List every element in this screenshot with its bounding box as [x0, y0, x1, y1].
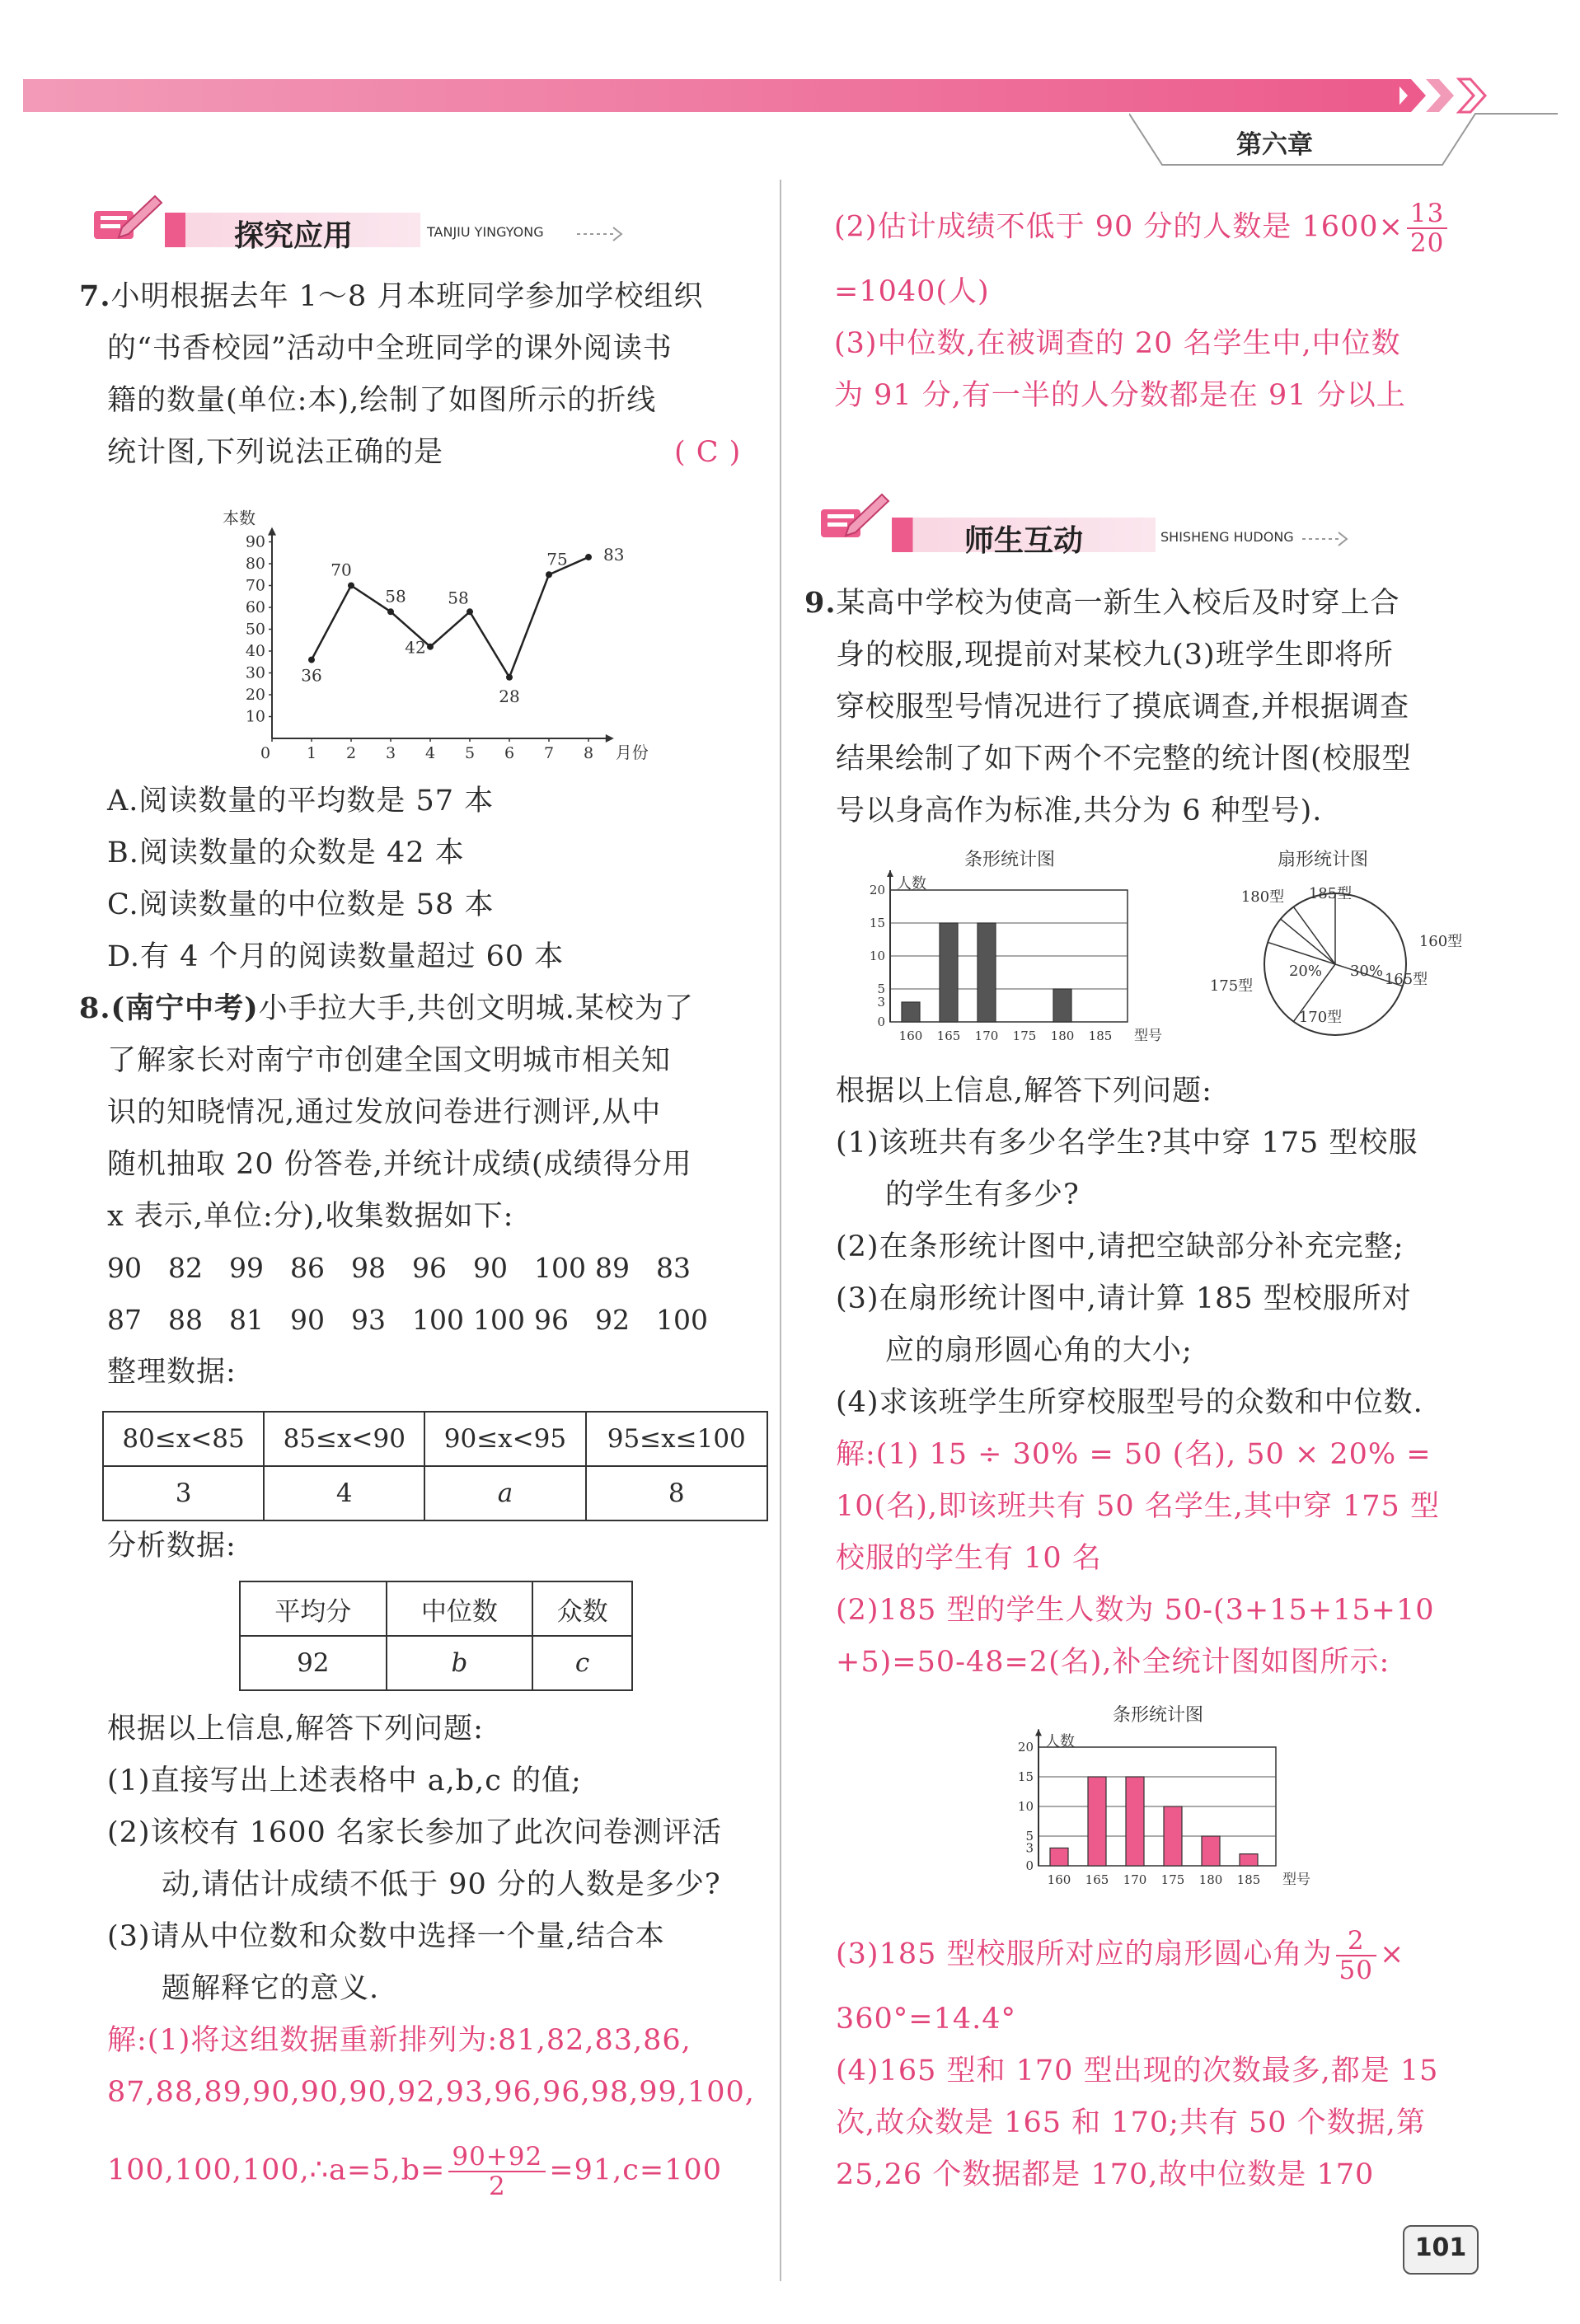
completed-bar-chart [1014, 1704, 1343, 1894]
pencil-icon [816, 490, 890, 547]
x-tick-label: 0 [260, 744, 271, 762]
bar [1050, 1848, 1068, 1866]
data-value: 99 [229, 1252, 264, 1284]
q9-solution-2: 10(名),即该班共有 50 名学生,其中穿 175 型 [836, 1490, 1440, 1523]
table-cell: a [424, 1466, 585, 1520]
y-tick-label: 5 [1025, 1829, 1034, 1844]
q8-solution-1: 解:(1)将这组数据重新排列为:81,82,83,86, [107, 2024, 692, 2057]
data-value: 100 [534, 1252, 586, 1284]
y-tick-label: 20 [245, 686, 265, 704]
x-tick-label: 5 [464, 744, 476, 762]
x-tick-label: 4 [424, 744, 436, 762]
table-cell: b [387, 1636, 533, 1690]
section-subtitle-interact: SHISHENG HUDONG [1160, 529, 1294, 545]
q9-solution-1: 解:(1) 15 ÷ 30% = 50 (名), 50 × 20% = [836, 1438, 1432, 1471]
data-value: 100 [412, 1304, 464, 1336]
pie-category-label: 170型 [1298, 1009, 1343, 1026]
data-value: 81 [229, 1304, 264, 1336]
x-tick-label: 185 [1236, 1872, 1261, 1887]
q9-number: 9. [804, 586, 837, 620]
data-value: 86 [290, 1252, 325, 1284]
q9-solution-6-text: (3)185 型校服所对应的扇形圆心角为 [836, 1937, 1333, 1971]
q8-question-2b: 动,请估计成绩不低于 90 分的人数是多少? [162, 1868, 721, 1901]
x-tick-label: 175 [1160, 1872, 1185, 1887]
fraction-numerator: 2 [1336, 1927, 1376, 1956]
x-tick-label: 180 [1050, 1028, 1075, 1043]
q9-solution-9: 次,故众数是 165 和 170;共有 50 个数据,第 [836, 2106, 1426, 2139]
q9-text [804, 587, 1400, 620]
q8-analyze-label: 分析数据: [107, 1530, 237, 1563]
data-value: 83 [656, 1252, 691, 1284]
table-cell: 中位数 [387, 1581, 533, 1636]
q8-data-row-2 [107, 1304, 750, 1337]
data-point [466, 608, 473, 615]
data-label: 58 [448, 588, 469, 608]
table-cell: 3 [103, 1466, 264, 1520]
pie-percent-label: 30% [1349, 963, 1384, 980]
arrow-icon [577, 224, 626, 244]
data-point [427, 644, 434, 650]
table-cell: c [532, 1636, 632, 1690]
data-point [585, 554, 592, 560]
column-divider [780, 180, 781, 2281]
section-title-interact: 师生互动 [964, 524, 1084, 558]
table-cell: 80≤x<85 [103, 1412, 264, 1466]
x-tick-label: 7 [543, 744, 555, 762]
data-label: 28 [499, 686, 520, 706]
pie-percent-label: 20% [1288, 963, 1323, 980]
y-tick-label: 20 [869, 883, 885, 897]
y-tick-label: 0 [877, 1014, 885, 1029]
q8-number: 8. [79, 991, 111, 1025]
q8-question-3b: 题解释它的意义. [162, 1972, 380, 2005]
chapter-label: 第六章 [1236, 130, 1313, 160]
q8-solution-6: (3)中位数,在被调查的 20 名学生中,中位数 [834, 327, 1401, 360]
q8-line-5: x 表示,单位:分),收集数据如下: [107, 1200, 514, 1233]
q8-solution-5: =1040(人) [834, 275, 990, 308]
x-axis-label: 月份 [615, 743, 649, 762]
q8-source: (南宁中考) [110, 991, 259, 1025]
q7-option-c[interactable]: C.阅读数量的中位数是 58 本 [107, 888, 495, 921]
q8-solution-3-text: 100,100,100,∴a=5,b= [107, 2153, 446, 2187]
q7-answer: ( C ) [674, 436, 742, 469]
data-value: 90 [290, 1304, 325, 1336]
chapter-tab-outline [1129, 112, 1558, 170]
data-value: 96 [412, 1252, 447, 1284]
table-cell: 90≤x<95 [424, 1412, 585, 1466]
x-tick-label: 2 [345, 744, 357, 762]
arrow-icon [1302, 529, 1352, 549]
table-cell: 95≤x≤100 [586, 1412, 767, 1466]
q8-data-row-1 [107, 1252, 750, 1285]
header-band [23, 79, 1399, 112]
bar [1240, 1854, 1258, 1866]
q7-text [79, 280, 703, 313]
q9-solution-7: 360°=14.4° [836, 2003, 1017, 2036]
uniform-bar-chart [865, 849, 1195, 1047]
x-tick-label: 6 [504, 744, 515, 762]
bar [1053, 989, 1071, 1022]
y-tick-label: 3 [1025, 1840, 1034, 1856]
fraction-denominator: 20 [1409, 228, 1445, 258]
table-cell: 4 [264, 1466, 424, 1520]
data-value: 100 [656, 1304, 708, 1336]
q9-prompt: 根据以上信息,解答下列问题: [836, 1075, 1212, 1108]
y-tick-label: 0 [1025, 1858, 1034, 1873]
x-tick-label: 175 [1012, 1028, 1037, 1043]
y-tick-label: 90 [245, 532, 265, 551]
fraction-denominator: 2 [488, 2172, 506, 2201]
uniform-pie-chart [1203, 849, 1475, 1055]
angle-fraction [1336, 1927, 1376, 1984]
q7-line-4: 统计图,下列说法正确的是 [107, 436, 444, 469]
q9-question-3b: 应的扇形圆心角的大小; [885, 1334, 1193, 1367]
q9-line-3: 穿校服型号情况进行了摸底调查,并根据调查 [836, 691, 1410, 724]
x-tick-label: 160 [898, 1028, 923, 1043]
median-fraction [448, 2143, 546, 2200]
times-sign: × [1379, 1937, 1405, 1971]
table-cell: 8 [586, 1466, 767, 1520]
q8-stats-table [239, 1581, 633, 1691]
page-number: 101 [1414, 2233, 1467, 2262]
x-axis-arrow [606, 734, 614, 743]
bar [1088, 1777, 1106, 1866]
chart-title: 条形统计图 [1113, 1705, 1204, 1726]
fraction-numerator: 90+92 [448, 2143, 546, 2172]
chart-title: 条形统计图 [964, 850, 1056, 870]
data-value: 92 [595, 1304, 630, 1336]
data-label: 70 [331, 560, 352, 580]
q8-prompt: 根据以上信息,解答下列问题: [107, 1713, 484, 1745]
x-tick-label: 185 [1088, 1028, 1113, 1043]
q8-text [79, 992, 694, 1025]
q8-question-3: (3)请从中位数和众数中选择一个量,结合本 [107, 1920, 665, 1953]
y-axis-label: 本数 [223, 508, 256, 528]
pie-category-label: 165型 [1384, 971, 1428, 988]
q9-solution-4: (2)185 型的学生人数为 50-(3+15+15+10 [836, 1594, 1435, 1627]
chart-title: 扇形统计图 [1278, 850, 1369, 870]
y-tick-label: 15 [869, 916, 885, 930]
q9-solution-3: 校服的学生有 10 名 [836, 1542, 1102, 1575]
q7-option-d[interactable]: D.有 4 个月的阅读数量超过 60 本 [107, 940, 565, 973]
q8-solution-7: 为 91 分,有一半的人分数都是在 91 分以上 [834, 379, 1406, 412]
y-tick-label: 10 [869, 949, 885, 963]
q9-solution-8: (4)165 型和 170 型出现的次数最多,都是 15 [836, 2055, 1439, 2087]
fraction-numerator: 13 [1407, 199, 1447, 229]
q8-solution-2: 87,88,89,90,90,90,92,93,96,96,98,99,100, [107, 2076, 755, 2109]
y-tick-label: 40 [245, 642, 265, 660]
q9-question-1: (1)该班共有多少名学生?其中穿 175 型校服 [836, 1127, 1418, 1160]
y-axis-label: 人数 [1045, 1732, 1075, 1750]
data-point [308, 657, 315, 663]
y-tick-label: 70 [245, 576, 265, 595]
y-tick-label: 80 [245, 555, 265, 573]
x-tick-label: 165 [1085, 1872, 1109, 1887]
data-value: 82 [168, 1252, 203, 1284]
table-cell: 众数 [532, 1581, 632, 1636]
q8-question-1: (1)直接写出上述表格中 a,b,c 的值; [107, 1764, 582, 1797]
y-axis-arrow [887, 870, 893, 877]
fraction-denominator: 50 [1339, 1956, 1373, 1985]
data-point [506, 674, 513, 681]
q8-organize-label: 整理数据: [107, 1356, 237, 1389]
q9-solution-5: +5)=50-48=2(名),补全统计图如图所示: [836, 1646, 1390, 1679]
bar [1126, 1777, 1144, 1866]
data-value: 96 [534, 1304, 569, 1336]
q9-line-1: 某高中学校为使高一新生入校后及时穿上合 [836, 587, 1400, 620]
y-axis-label: 人数 [897, 875, 926, 893]
pie-category-label: 160型 [1418, 933, 1463, 950]
data-label: 75 [546, 549, 568, 569]
x-tick-label: 180 [1198, 1872, 1223, 1887]
y-tick-label: 10 [245, 707, 265, 726]
y-tick-label: 60 [245, 598, 265, 616]
pie-category-label: 185型 [1308, 885, 1353, 902]
q7-line-3: 籍的数量(单位:本),绘制了如图所示的折线 [107, 384, 657, 417]
q7-option-b[interactable]: B.阅读数量的众数是 42 本 [107, 836, 465, 869]
y-tick-label: 10 [1017, 1799, 1034, 1814]
ratio-fraction [1407, 199, 1447, 257]
q8-solution-4 [834, 199, 1451, 257]
table-cell: 平均分 [240, 1581, 387, 1636]
q9-line-4: 结果绘制了如下两个不完整的统计图(校服型 [836, 743, 1412, 775]
data-point [348, 583, 354, 589]
q9-question-3: (3)在扇形统计图中,请计算 185 型校服所对 [836, 1282, 1412, 1315]
data-label: 83 [603, 545, 625, 565]
data-label: 58 [385, 586, 406, 607]
y-axis-arrow [1035, 1729, 1042, 1736]
q9-line-2: 身的校服,现提前对某校九(3)班学生即将所 [836, 639, 1394, 672]
q9-line-5: 号以身高作为标准,共分为 6 种型号). [836, 794, 1323, 827]
y-tick-label: 15 [1017, 1769, 1034, 1784]
bar [1164, 1806, 1182, 1866]
q7-option-a[interactable]: A.阅读数量的平均数是 57 本 [107, 785, 495, 818]
section-subtitle-explore: TANJIU YINGYONG [427, 224, 544, 240]
x-tick-label: 170 [974, 1028, 999, 1043]
section-title-explore: 探究应用 [234, 219, 354, 253]
data-value: 90 [107, 1252, 142, 1284]
data-label: 36 [301, 665, 322, 686]
y-tick-label: 50 [245, 620, 265, 639]
q8-line-4: 随机抽取 20 份答卷,并统计成绩(成绩得分用 [107, 1148, 692, 1181]
y-tick-label: 20 [1017, 1740, 1034, 1755]
x-tick-label: 160 [1047, 1872, 1071, 1887]
data-value: 90 [473, 1252, 508, 1284]
x-axis-label: 型号 [1134, 1028, 1162, 1044]
pie-category-label: 180型 [1240, 888, 1285, 906]
x-tick-label: 3 [385, 744, 396, 762]
q9-solution-10: 25,26 个数据都是 170,故中位数是 170 [836, 2158, 1375, 2191]
y-axis-arrow [268, 527, 276, 536]
table-cell: 85≤x<90 [264, 1412, 424, 1466]
pie-category-label: 175型 [1209, 977, 1254, 995]
data-label: 42 [405, 637, 426, 658]
y-tick-label: 3 [877, 995, 885, 1010]
data-value: 93 [351, 1304, 386, 1336]
q9-question-4: (4)求该班学生所穿校服型号的众数和中位数. [836, 1386, 1423, 1419]
q9-question-1b: 的学生有多少? [885, 1178, 1080, 1211]
data-point [387, 608, 394, 615]
q9-question-2: (2)在条形统计图中,请把空缺部分补充完整; [836, 1230, 1404, 1263]
x-tick-label: 170 [1123, 1872, 1147, 1887]
q8-line-2: 了解家长对南宁市创建全国文明城市相关知 [107, 1044, 672, 1077]
reading-line-chart [214, 491, 659, 763]
data-value: 88 [168, 1304, 203, 1336]
q8-line-3: 识的知晓情况,通过发放问卷进行测评,从中 [107, 1096, 662, 1129]
bar [1202, 1836, 1220, 1866]
data-value: 100 [473, 1304, 525, 1336]
q7-line-1: 小明根据去年 1～8 月本班同学参加学校组织 [110, 280, 704, 313]
x-tick-label: 165 [936, 1028, 961, 1043]
data-value: 89 [595, 1252, 630, 1284]
table-cell: 92 [240, 1636, 387, 1690]
q8-solution-3 [107, 2143, 722, 2200]
bar [902, 1002, 920, 1022]
pencil-icon [89, 191, 163, 249]
q8-solution-3-end: =91,c=100 [549, 2153, 722, 2187]
q7-line-2: 的“书香校园”活动中全班同学的课外阅读书 [107, 332, 673, 365]
q9-solution-6 [836, 1927, 1404, 1984]
y-tick-label: 30 [245, 663, 265, 682]
q8-frequency-table [102, 1411, 768, 1521]
x-tick-label: 8 [583, 744, 594, 762]
q7-number: 7. [79, 279, 111, 313]
x-axis-label: 型号 [1282, 1872, 1310, 1888]
bar [940, 923, 958, 1022]
q8-question-2: (2)该校有 1600 名家长参加了此次问卷测评活 [107, 1816, 722, 1849]
x-tick-label: 1 [306, 744, 317, 762]
q8-solution-4-text: (2)估计成绩不低于 90 分的人数是 1600× [834, 210, 1404, 244]
bar [978, 923, 996, 1022]
data-point [546, 571, 552, 578]
q8-line-1: 小手拉大手,共创文明城.某校为了 [258, 992, 694, 1025]
data-value: 87 [107, 1304, 142, 1336]
data-value: 98 [351, 1252, 386, 1284]
y-tick-label: 5 [877, 982, 885, 996]
